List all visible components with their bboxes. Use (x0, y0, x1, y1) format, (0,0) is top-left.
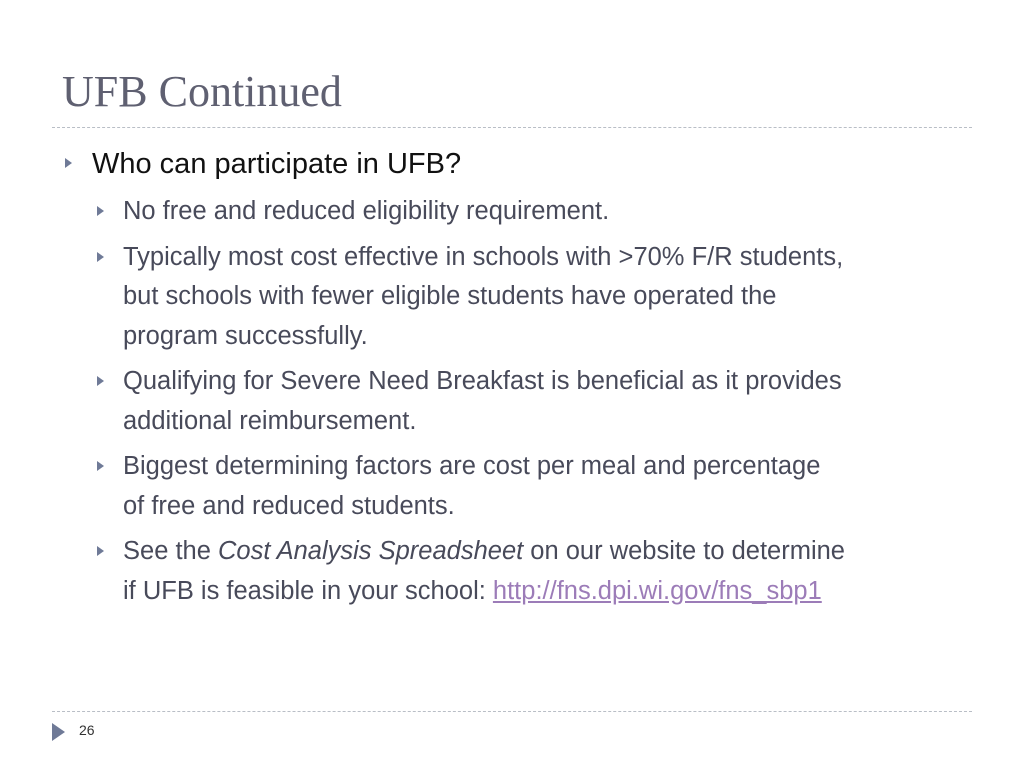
bullet-text-line: but schools with fewer eligible students have operated the (123, 282, 777, 310)
bullet-item (62, 238, 982, 357)
bullet-arrow-icon (65, 158, 72, 168)
bullet-text-line: program successfully. (123, 321, 368, 350)
footer-divider (52, 711, 972, 712)
bullet-arrow-icon (97, 546, 104, 556)
bullet-text-line: of free and reduced students. (123, 491, 455, 520)
page-number: 26 (79, 722, 95, 738)
bullet-text-line: Qualifying for Severe Need Breakfast is beneficial as it provides (123, 367, 842, 395)
bullet-item (62, 447, 982, 526)
bullet-item (62, 362, 982, 441)
slide-content (62, 146, 982, 617)
bullet-text-suffix: on our website to determine (523, 537, 845, 565)
bullet-text: No free and reduced eligibility requirement. (123, 197, 610, 225)
bullet-level1 (62, 146, 982, 182)
bullet-text-prefix: See the (123, 537, 218, 565)
slide-title: UFB Continued (62, 67, 342, 116)
bullet-arrow-icon (97, 206, 104, 216)
bullet-text-line: Typically most cost effective in schools with >70% F/R students, (123, 242, 844, 271)
title-divider (52, 127, 972, 128)
bullet-text-line: if UFB is feasible in your school: (123, 576, 493, 605)
question-text: Who can participate in UFB? (92, 148, 462, 180)
bullet-item (62, 532, 982, 611)
sbp-website-link[interactable]: http://fns.dpi.wi.gov/fns_sbp1 (492, 576, 822, 605)
bullet-text-line: Biggest determining factors are cost per meal and percentage (123, 452, 821, 480)
bullet-arrow-icon (97, 376, 104, 386)
footer-arrow-icon (52, 723, 65, 741)
bullet-arrow-icon (97, 252, 104, 262)
bullet-text-line: additional reimbursement. (123, 406, 417, 435)
bullet-item (62, 192, 982, 232)
bullet-arrow-icon (97, 461, 104, 471)
spreadsheet-name: Cost Analysis Spreadsheet (218, 537, 524, 565)
